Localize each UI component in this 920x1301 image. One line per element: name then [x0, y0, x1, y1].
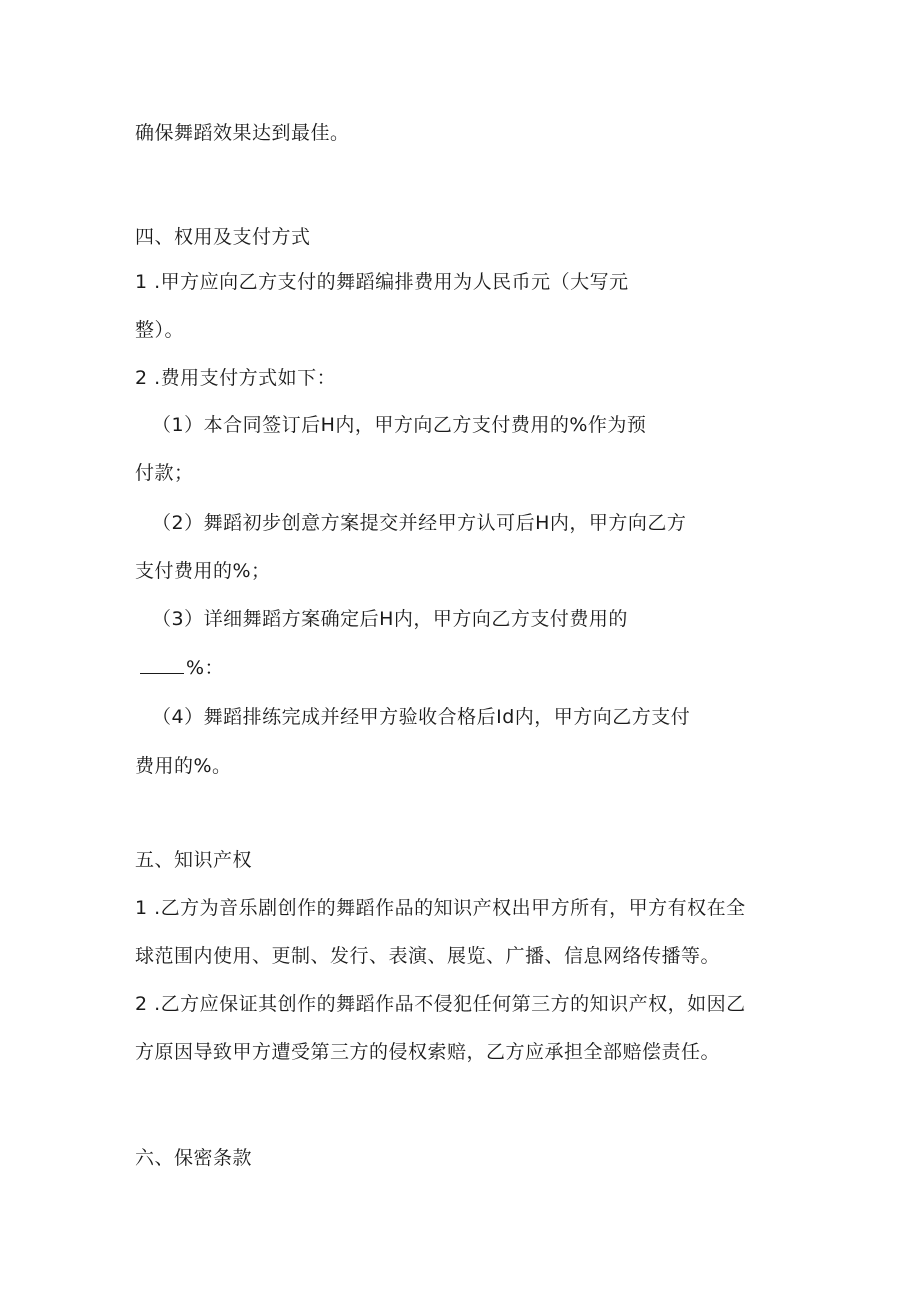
s4-sub2-line2: 支付费用的%； [135, 560, 271, 582]
section-5-heading: 五、知识产权 [135, 849, 253, 871]
section-6-heading: 六、保密条款 [135, 1147, 253, 1169]
s4-item1-line2: 整）。 [135, 319, 185, 341]
s5-item1-line1: 1 .乙方为音乐剧创作的舞蹈作品的知识产权出甲方所有，甲方有权在全 [135, 897, 746, 919]
s4-sub1-line2: 付款； [135, 462, 194, 484]
s4-sub2-line1: （2）舞蹈初步创意方案提交并经甲方认可后H内，甲方向乙方 [152, 512, 687, 534]
s4-sub3-line1: （3）详细舞蹈方案确定后H内，甲方向乙方支付费用的 [152, 608, 628, 630]
s5-item1-line2: 球范围内使用、更制、发行、表演、展览、广播、信息网络传播等。 [135, 945, 721, 967]
s5-item2-line2: 方原因导致甲方遭受第三方的侵权索赔，乙方应承担全部赔偿责任。 [135, 1041, 721, 1063]
s5-item2-line1: 2 .乙方应保证其创作的舞蹈作品不侵犯任何第三方的知识产权，如因乙 [135, 993, 746, 1015]
fill-in-blank [140, 656, 184, 674]
s4-item1-line1: 1 .甲方应向乙方支付的舞蹈编排费用为人民币元（大写元 [135, 271, 629, 293]
s4-sub3-line2 [140, 656, 224, 680]
s4-sub1-line1: （1）本合同签订后H内，甲方向乙方支付费用的%作为预 [152, 414, 647, 436]
s4-sub4-line1: （4）舞蹈排练完成并经甲方验收合格后Id内，甲方向乙方支付 [152, 706, 691, 728]
s4-sub4-line2: 费用的%。 [135, 755, 232, 777]
s4-sub3-line2-text: %： [186, 657, 225, 679]
section-4-heading: 四、权用及支付方式 [135, 226, 311, 248]
continuation-text: 确保舞蹈效果达到最佳。 [135, 122, 350, 144]
s4-item2: 2 .费用支付方式如下： [135, 367, 337, 389]
